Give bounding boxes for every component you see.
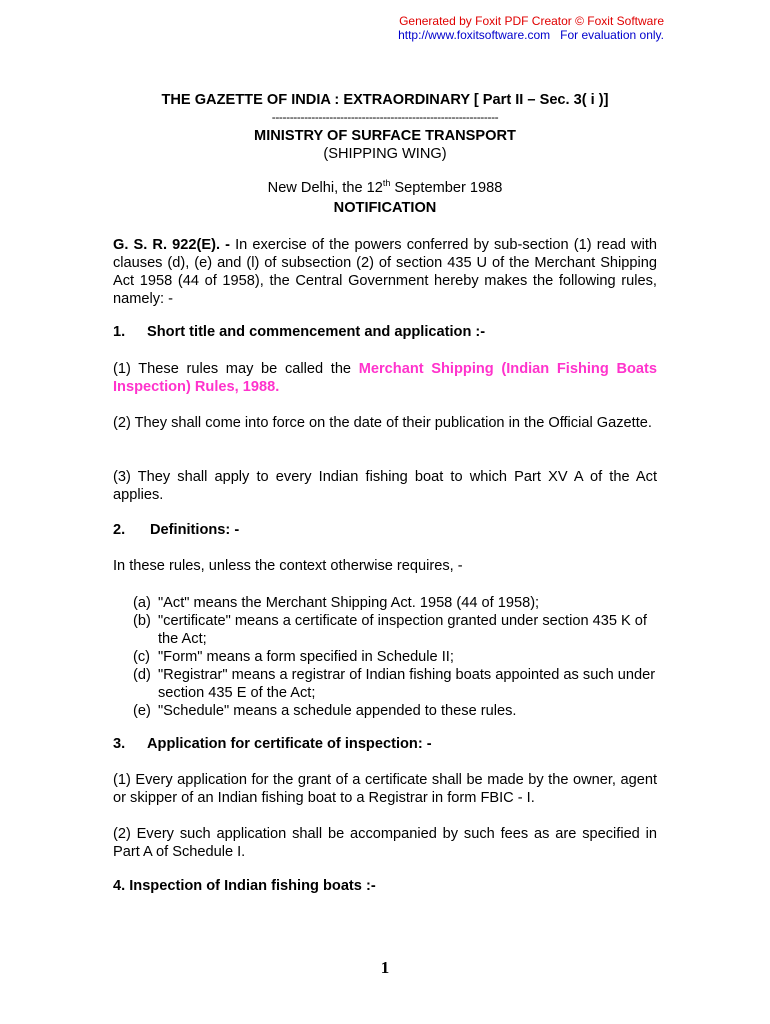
section-2-intro: In these rules, unless the context otherwise requires, -	[113, 558, 463, 574]
list-item-text: "Act" means the Merchant Shipping Act. 1958 (44 of 1958);	[158, 595, 540, 611]
definitions-list	[133, 594, 657, 720]
list-item	[133, 702, 657, 720]
list-item-mark: (e)	[133, 703, 151, 719]
section-1-number: 1.	[113, 324, 126, 340]
shipping-wing-subtitle: (SHIPPING WING)	[323, 146, 447, 162]
watermark-line2	[398, 28, 664, 42]
list-item-text: "Form" means a form specified in Schedule II;	[158, 649, 454, 665]
ministry-title: MINISTRY OF SURFACE TRANSPORT	[254, 128, 516, 144]
list-item-text: "Registrar" means a registrar of Indian fishing boats appointed as such under section 435 E of the Act;	[158, 667, 656, 701]
notification-heading: NOTIFICATION	[333, 200, 437, 216]
section-1-para-1	[113, 360, 657, 396]
gsr-number: G. S. R. 922(E). -	[113, 237, 230, 253]
date-prefix: New Delhi, the 12	[267, 180, 383, 196]
list-item-text: "certificate" means a certificate of inspection granted under section 435 K of the Act;	[158, 613, 647, 647]
date-suffix: September 1988	[390, 180, 503, 196]
section-3-number: 3.	[113, 736, 126, 752]
gsr-paragraph	[113, 236, 657, 308]
section-3-para-1: (1) Every application for the grant of a certificate shall be made by the owner, agent or skipper of an Indian fishing boat to a Registrar in form FBIC - I.	[113, 772, 657, 806]
section-1-para-1-prefix: (1) These rules may be called the	[113, 361, 359, 377]
list-item-mark: (b)	[133, 613, 151, 629]
date-line	[113, 180, 657, 196]
section-3-para-2: (2) Every such application shall be accompanied by such fees as are specified in Part A of Schedule I.	[113, 826, 657, 860]
list-item-mark: (a)	[133, 595, 151, 611]
watermark-evaluation-note: For evaluation only.	[560, 28, 664, 42]
list-item	[133, 612, 657, 648]
header-divider: ---------------------------------------------------------------	[271, 110, 499, 124]
list-item-mark: (c)	[133, 649, 151, 665]
list-item	[133, 666, 657, 702]
section-3-heading	[113, 736, 432, 752]
list-item	[133, 594, 657, 612]
list-item-mark: (d)	[133, 667, 151, 683]
foxit-watermark	[398, 14, 664, 42]
rules-title-highlight: Merchant Shipping (Indian Fishing Boats Inspection) Rules, 1988.	[113, 361, 657, 395]
watermark-generated-by: Generated by Foxit PDF Creator © Foxit Software	[399, 14, 664, 28]
section-2-heading	[113, 522, 239, 538]
section-3-title: Application for certificate of inspection: -	[147, 736, 432, 752]
section-4-heading: 4. Inspection of Indian fishing boats :-	[113, 878, 376, 894]
date-superscript: th	[382, 178, 391, 188]
gazette-header: THE GAZETTE OF INDIA : EXTRAORDINARY [ Part II – Sec. 3( i )]	[161, 92, 609, 108]
list-item	[133, 648, 657, 666]
watermark-url-link[interactable]: http://www.foxitsoftware.com	[398, 28, 551, 42]
section-2-title: Definitions: -	[150, 522, 240, 538]
gsr-text: In exercise of the powers conferred by sub-section (1) read with clauses (d), (e) and (l) of subsection (2) of section 435 U of the Merchant Shipping Act 1958 (44 of 1958), the Central Government hereby makes the following rules, namely: -	[113, 237, 657, 307]
section-1-para-3: (3) They shall apply to every Indian fishing boat to which Part XV A of the Act applies.	[113, 469, 657, 503]
section-1-heading	[113, 324, 485, 340]
page-number: 1	[380, 958, 390, 977]
section-1-title: Short title and commencement and application :-	[147, 324, 486, 340]
section-2-number: 2.	[113, 522, 126, 538]
section-1-para-2: (2) They shall come into force on the date of their publication in the Official Gazette.	[113, 415, 652, 431]
list-item-text: "Schedule" means a schedule appended to these rules.	[158, 703, 517, 719]
